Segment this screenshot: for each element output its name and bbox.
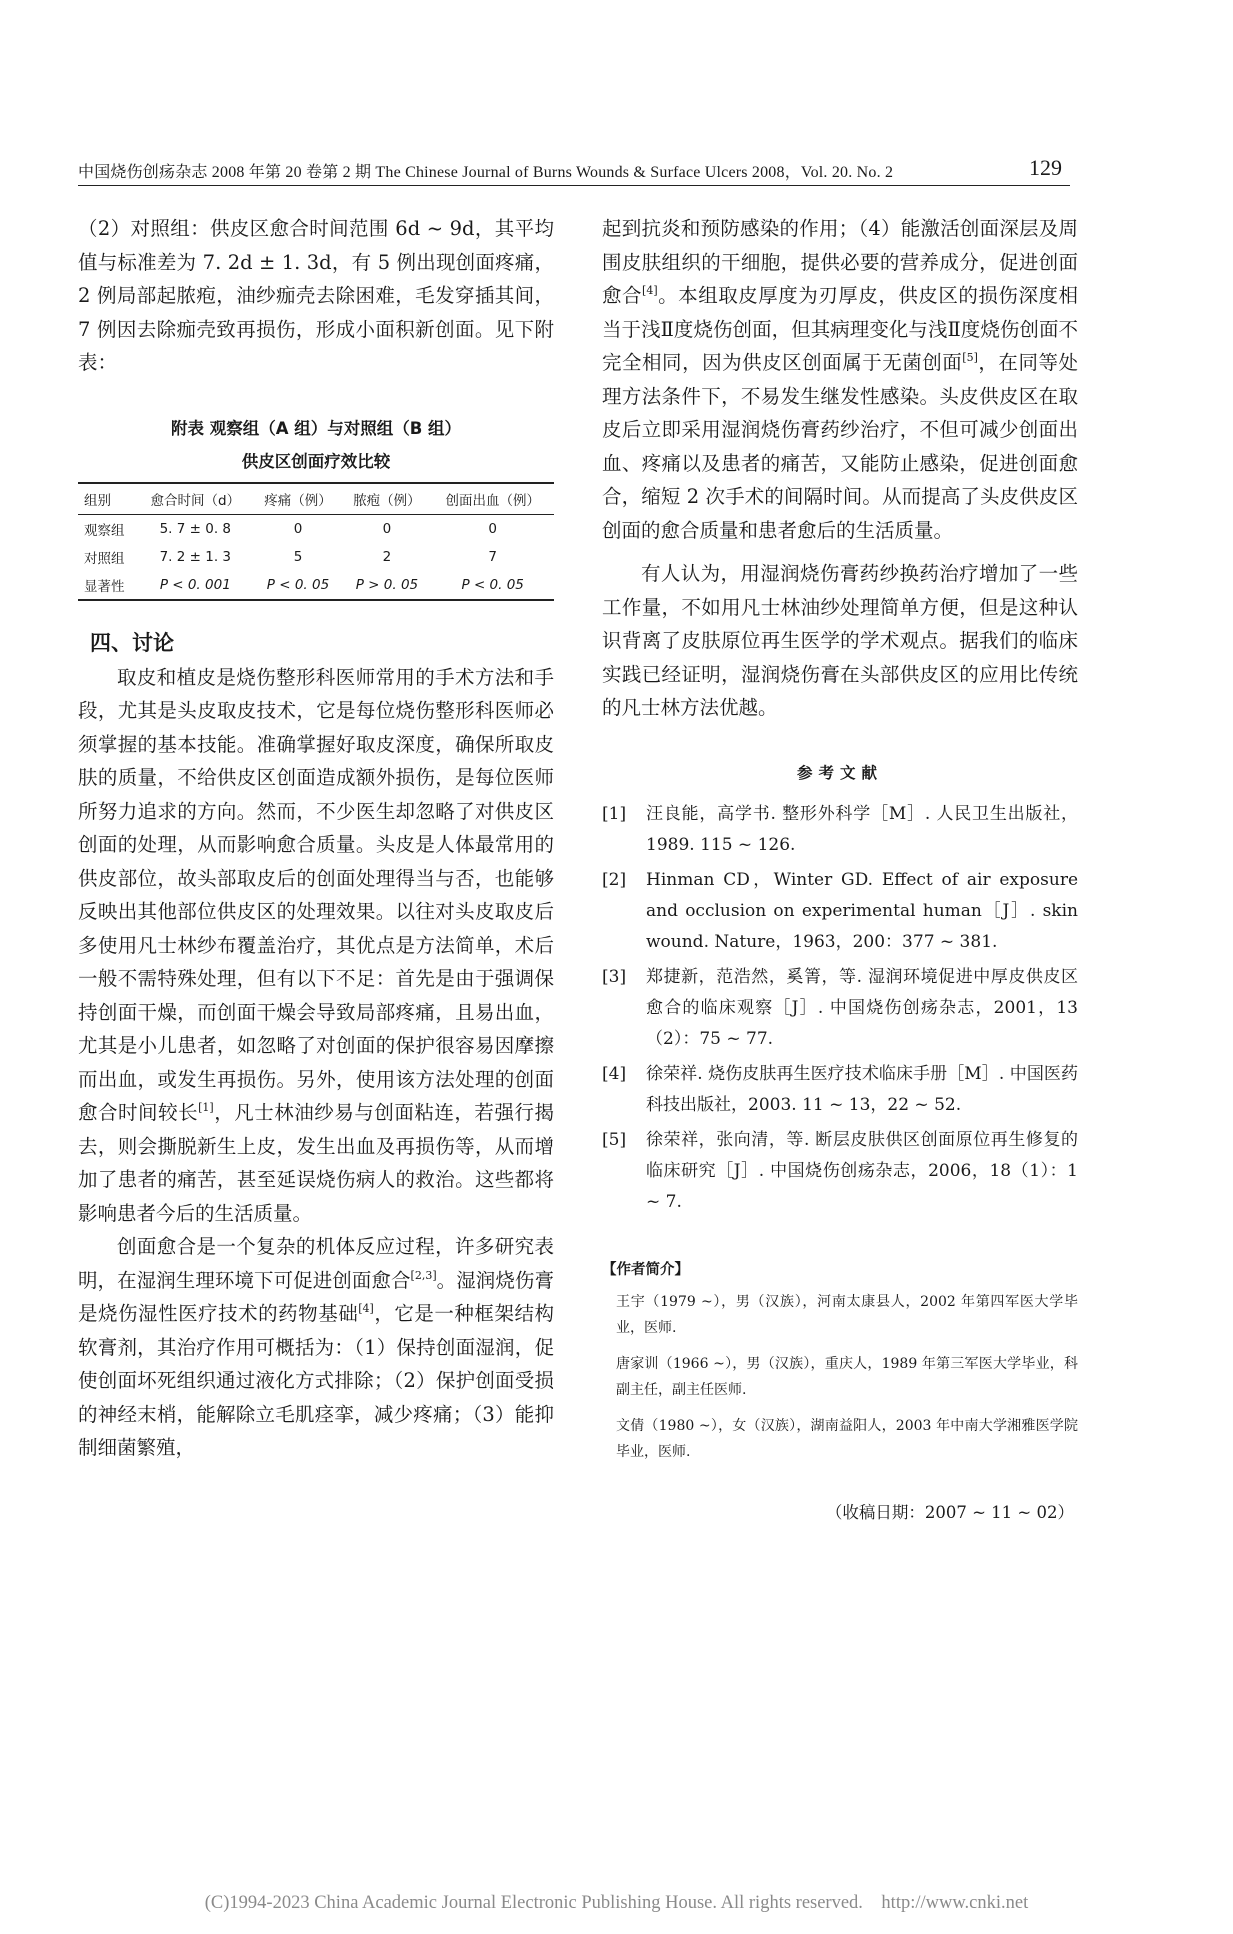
table-cell: P < 0. 05 <box>254 571 343 600</box>
page-number: 129 <box>1029 155 1062 180</box>
table-cell: 5. 7 ± 0. 8 <box>159 520 232 537</box>
author-bio: 文倩（1980 ~），女（汉族），湖南益阳人，2003 年中南大学湘雅医学院毕业，医师. <box>616 1417 1078 1460</box>
citation: [2,3] <box>410 1268 437 1282</box>
right-column <box>602 212 1078 1523</box>
table-header-cell: 疼痛（例） <box>254 483 343 515</box>
table-cell: 0 <box>293 520 303 537</box>
reference-number: [5] <box>602 1129 627 1150</box>
reference-text: 郑捷新，范浩然，奚箐，等. 湿润环境促进中厚皮供皮区愈合的临床观察［J］. 中国烧伤创疡杂志，2001，13（2）：75 ~ 77. <box>646 966 1078 1049</box>
table-cell: 观察组 <box>84 522 125 539</box>
table-cell: 0 <box>488 520 497 537</box>
reference-text: 徐荣祥，张向清，等. 断层皮肤供区创面原位再生修复的临床研究［J］. 中国烧伤创疡杂志，2006，18（1）：1 ~ 7. <box>646 1129 1078 1212</box>
discussion-paragraph-1 <box>78 661 554 1231</box>
table-cell: 2 <box>382 548 392 565</box>
citation: [5] <box>962 351 978 364</box>
author-bio: 王宇（1979 ~），男（汉族），河南太康县人，2002 年第四军医大学毕业，医师. <box>616 1293 1078 1336</box>
references-heading: 参考文献 <box>796 763 883 782</box>
results-control-paragraph: （2）对照组：供皮区愈合时间范围 6d ~ 9d，其平均值与标准差为 7. 2d ± 1. 3d，有 5 例出现创面疼痛，2 例局部起脓疱，油纱痂壳去除困难，毛发穿插其间，7 例因去除痂壳致再损伤，形成小面积新创面。见下附表： <box>78 217 554 374</box>
table-cell: 7. 2 ± 1. 3 <box>159 548 232 565</box>
author-info-heading: 【作者简介】 <box>602 1261 689 1278</box>
table-cell: P > 0. 05 <box>342 571 431 600</box>
citation: [4] <box>358 1302 374 1315</box>
reference-number: [3] <box>602 966 627 987</box>
citation: [4] <box>642 284 658 297</box>
table-cell: 0 <box>382 520 392 537</box>
table-header-cell: 愈合时间（d） <box>137 483 253 515</box>
received-date: （收稿日期：2007 ~ 11 ~ 02） <box>825 1502 1074 1522</box>
citation: [1] <box>198 1101 214 1114</box>
table-title <box>78 412 554 478</box>
table-cell: 对照组 <box>84 550 125 567</box>
table-row <box>78 543 554 571</box>
author-bio: 唐家训（1966 ~），男（汉族），重庆人，1989 年第三军医大学毕业，科副主任，副主任医师. <box>616 1355 1078 1398</box>
table-row <box>78 514 554 543</box>
table-header-row <box>78 483 554 515</box>
discussion-paragraph-4: 有人认为，用湿润烧伤膏药纱换药治疗增加了一些工作量，不如用凡士林油纱处理简单方便，但是这种认识背离了皮肤原位再生医学的学术观点。据我们的临床实践已经证明，湿润烧伤膏在头部供皮区的应用比传统的凡士林方法优越。 <box>602 562 1078 719</box>
journal-running-title: 中国烧伤创疡杂志 2008 年第 20 卷第 2 期 The Chinese Journal of Burns Wounds & Surface Ulcers 2008，Vol. 20. No. 2 <box>78 164 894 181</box>
table-title-line-1: 附表 观察组（A 组）与对照组（B 组） <box>170 418 462 438</box>
table-cell: 5 <box>293 548 303 565</box>
results-table <box>78 482 554 601</box>
table-cell: 显著性 <box>78 571 137 600</box>
reference-item <box>602 799 1078 861</box>
discussion-paragraph-2 <box>78 1230 554 1465</box>
reference-item <box>602 1059 1078 1121</box>
table-cell: 7 <box>488 548 497 565</box>
reference-text: 徐荣祥. 烧伤皮肤再生医疗技术临床手册［M］. 中国医药科技出版社，2003. 11 ~ 13，22 ~ 52. <box>646 1063 1078 1115</box>
text-run: 创面愈合是一个复杂的机体反应过程，许多研究表明，在湿润生理环境下可促进创面愈合 <box>78 1235 554 1292</box>
reference-text: Hinman CD，Winter GD. Effect of air exposure and occlusion on experimental human［J］. skin wound. Nature，1963，200：377 ~ 381. <box>646 869 1078 952</box>
reference-text: 汪良能，高学书. 整形外科学［M］. 人民卫生出版社，1989. 115 ~ 126. <box>646 803 1078 855</box>
discussion-paragraph-3 <box>602 212 1078 547</box>
text-run: 。本组取皮厚度为刃厚皮，供皮区的损伤深度相当于浅Ⅱ度烧伤创面，但其病理变化与浅Ⅱ度烧伤创面不完全相同，因为供皮区创面属于无菌创面 <box>602 284 1078 374</box>
text-run: ，在同等处理方法条件下，不易发生继发性感染。头皮供皮区在取皮后立即采用湿润烧伤膏药纱治疗，不但可减少创面出血、疼痛以及患者的痛苦，又能防止感染，促进创面愈合，缩短 2 次手术的间隔时间。从而提高了头皮供皮区创面的愈合质量和患者愈后的生活质量。 <box>602 351 1078 542</box>
reference-item <box>602 962 1078 1055</box>
table-header-cell: 组别 <box>78 483 137 515</box>
text-run: 起到抗炎和预防感染的作用；（4）能激活创面深层及周围皮肤组织的干细胞，提供必要的营养成分，促进创面愈合 <box>602 217 1078 307</box>
section-heading-discussion: 四、讨论 <box>90 630 174 655</box>
text-run: 取皮和植皮是烧伤整形科医师常用的手术方法和手段，尤其是头皮取皮技术，它是每位烧伤整形科医师必须掌握的基本技能。准确掌握好取皮深度，确保所取皮肤的质量，不给供皮区创面造成额外损伤，是每位医师所努力追求的方向。然而，不少医生却忽略了对供皮区创面的处理，从而影响愈合质量。头皮是人体最常用的供皮部位，故头部取皮后的创面处理得当与否，也能够反映出其他部位供皮区的处理效果。以往对头皮取皮后多使用凡士林纱布覆盖治疗，其优点是方法简单，术后一般不需特殊处理，但有以下不足：首先是由于强调保持创面干燥，而创面干燥会导致局部疼痛，且易出血，尤其是小儿患者，如忽略了对创面的保护很容易因摩擦而出血，或发生再损伤。另外，使用该方法处理的创面愈合时间较长 <box>78 665 554 1124</box>
reference-number: [4] <box>602 1063 627 1084</box>
table-title-line-2: 供皮区创面疗效比较 <box>241 451 391 471</box>
running-header <box>78 155 1070 186</box>
reference-number: [1] <box>602 803 627 824</box>
table-cell: P < 0. 05 <box>431 571 554 600</box>
reference-number: [2] <box>602 869 627 890</box>
reference-item <box>602 865 1078 958</box>
text-run: 。湿润烧伤膏是烧伤湿性医疗技术的药物基础 <box>78 1268 554 1325</box>
table-header-cell: 脓疱（例） <box>342 483 431 515</box>
left-column <box>78 212 554 1465</box>
copyright-footer: (C)1994-2023 China Academic Journal Electronic Publishing House. All rights reserved. http://www.cnki.net <box>204 1893 1029 1913</box>
reference-item <box>602 1125 1078 1218</box>
table-cell: P < 0. 001 <box>137 571 253 600</box>
text-run: ，它是一种框架结构软膏剂，其治疗作用可概括为：（1）保持创面湿润，促使创面坏死组织通过液化方式排除；（2）保护创面受损的神经末梢，能解除立毛肌痉挛，减少疼痛；（3）能抑制细菌繁殖， <box>78 1302 554 1459</box>
table-header-cell: 创面出血（例） <box>431 483 554 515</box>
text-run: ，凡士林油纱易与创面粘连，若强行揭去，则会撕脱新生上皮，发生出血及再损伤等，从而增加了患者的痛苦，甚至延误烧伤病人的救治。这些都将影响患者今后的生活质量。 <box>78 1101 554 1225</box>
table-row <box>78 571 554 600</box>
